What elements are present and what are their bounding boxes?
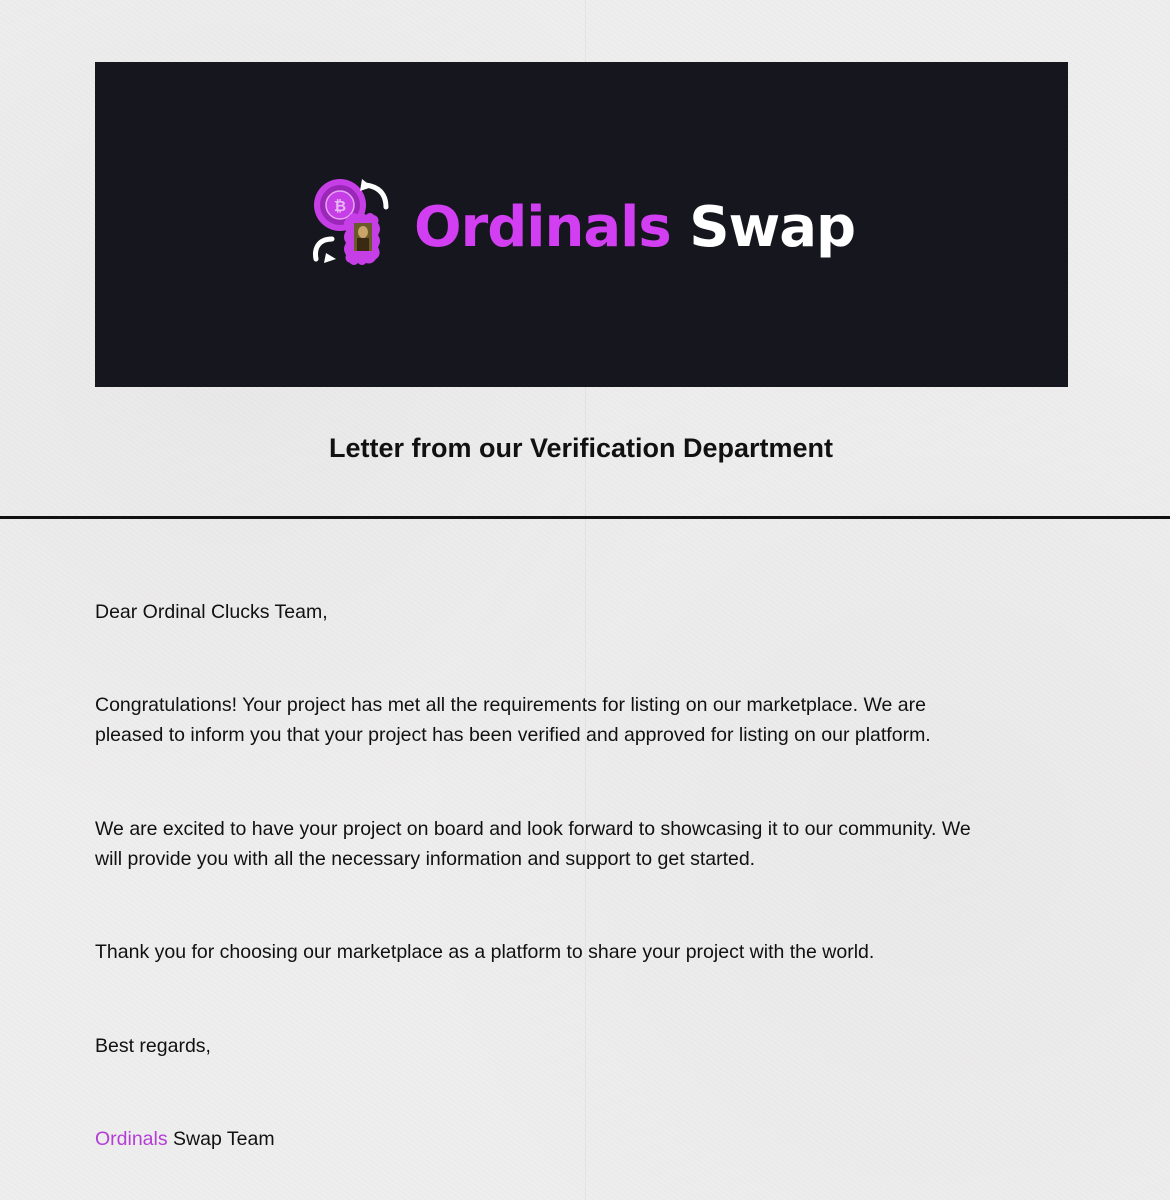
- brand-name-ordinals: Ordinals: [414, 195, 671, 260]
- letter-paragraph-1-line-1: Congratulations! Your project has met all the requirements for listing on our marketplace. We are: [95, 694, 926, 716]
- ordinals-swap-logo-icon: [310, 177, 390, 269]
- letter-closing: Best regards,: [95, 1035, 211, 1057]
- letter-paragraph-3: Thank you for choosing our marketplace as a platform to share your project with the world.: [95, 941, 875, 963]
- letter-greeting: Dear Ordinal Clucks Team,: [95, 601, 328, 623]
- letter-paragraph-1-line-2: pleased to inform you that your project has been verified and approved for listing on our platform.: [95, 724, 931, 746]
- letter-paragraph-2-line-1: We are excited to have your project on board and look forward to showcasing it to our community. We: [95, 818, 971, 840]
- svg-text:₿: ₿: [333, 197, 347, 215]
- brand-name-swap: Swap: [689, 195, 856, 260]
- horizontal-divider: [0, 516, 1170, 519]
- letter-title: Letter from our Verification Department: [328, 433, 834, 463]
- signature-rest: Swap Team: [167, 1128, 275, 1150]
- letter-paragraph-2-line-2: will provide you with all the necessary information and support to get started.: [95, 848, 756, 870]
- letter-signature: [95, 1124, 1095, 1154]
- brand-logo-text: [414, 188, 855, 268]
- signature-brand-ordinals: Ordinals: [95, 1128, 168, 1150]
